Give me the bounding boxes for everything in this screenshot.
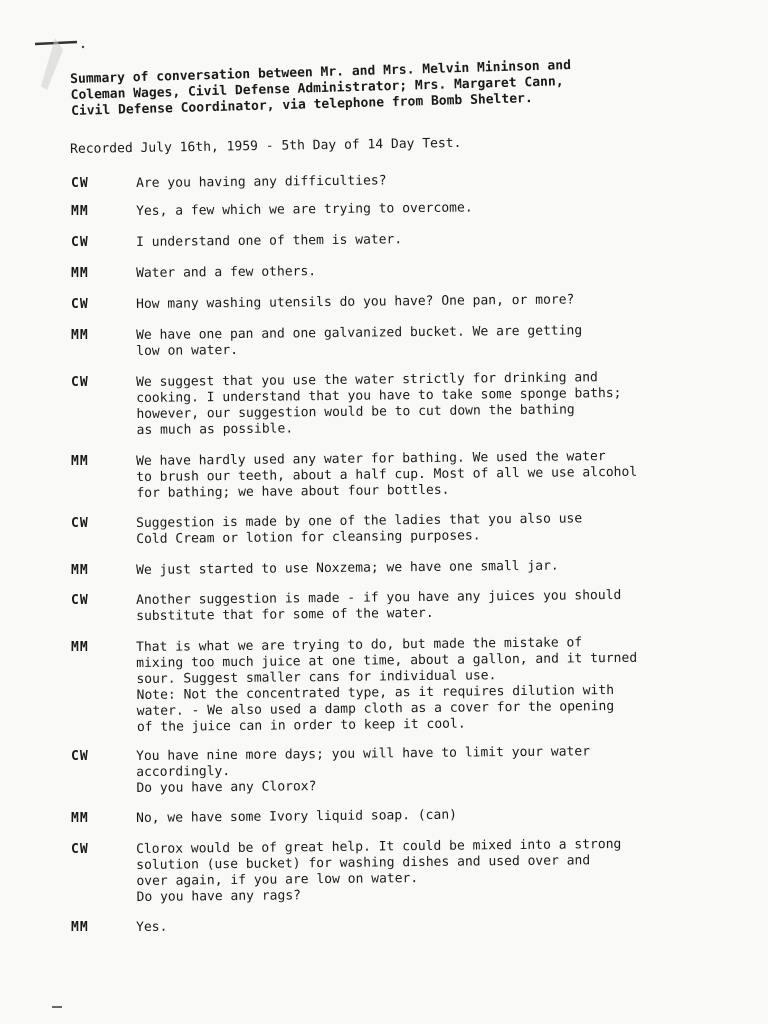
dialogue-text: We suggest that you use the water strictly for drinking and cooking. I understand that you have to take some sponge baths; however, our suggestion would be to cut down the bathing as much as possible. (136, 370, 622, 438)
dialogue-text: That is what we are trying to do, but made the mistake of mixing too much juice at one time, about a gallon, and it turned sour. Suggest smaller cans for individual use. Note: Not the concentrated type, as it requires dilution with water. - We also used a damp cloth as a cover for the opening of the juice can in order to keep it cool. (136, 635, 638, 735)
speaker-label: CW (71, 235, 89, 250)
recorded-line: Recorded July 16th, 1959 - 5th Day of 14 Day Test. (70, 135, 462, 157)
speaker-label: MM (71, 920, 89, 935)
speaker-label: MM (71, 640, 89, 655)
speaker-label: CW (71, 749, 89, 764)
dialogue-text: Another suggestion is made - if you have any juices you should substitute that for some of the water. (136, 587, 622, 624)
document-header: Summary of conversation between Mr. and Mrs. Melvin Mininson and Coleman Wages, Civil Defense Administrator; Mrs. Margaret Cann, Civil Defense Coordinator, via telephone from Bomb Shelter. (70, 58, 572, 119)
dialogue-text: We have one pan and one galvanized bucket. We are getting low on water. (136, 323, 583, 359)
speaker-label: MM (71, 454, 89, 469)
dialogue-text: Yes, a few which we are trying to overcome. (136, 200, 473, 219)
dialogue-text: We have hardly used any water for bathing. We used the water to brush our teeth, about a half cup. Most of all we use alcohol for bathing; we have about four bottles. (136, 449, 638, 501)
speaker-label: CW (71, 593, 89, 608)
margin-mark (52, 1006, 62, 1008)
dialogue-text: How many washing utensils do you have? One pan, or more? (136, 292, 575, 312)
speaker-label: CW (71, 176, 89, 191)
speaker-label: MM (71, 266, 89, 281)
speaker-label: MM (71, 811, 89, 826)
dialogue-text: Yes. (136, 919, 168, 935)
speaker-label: CW (71, 375, 89, 390)
speaker-label: CW (71, 516, 89, 531)
dialogue-text: Are you having any difficulties? (136, 173, 387, 191)
dialogue-text: Water and a few others. (136, 264, 317, 281)
dialogue-text: We just started to use Noxzema; we have one small jar. (136, 558, 559, 578)
dialogue-text: Clorox would be of great help. It could be mixed into a strong solution (use bucket) for washing dishes and used over and over again, if you are low on water. Do you have any rags? (136, 836, 622, 905)
dialogue-text: Suggestion is made by one of the ladies that you also use Cold Cream or lotion for cleansing purposes. (136, 511, 583, 547)
dialogue-text: You have nine more days; you will have to limit your water accordingly. Do you have any Clorox? (136, 744, 591, 796)
speaker-label: CW (71, 842, 89, 857)
dialogue-text: I understand one of them is water. (136, 232, 403, 250)
speaker-label: CW (71, 297, 89, 312)
speaker-label: MM (71, 204, 89, 219)
speaker-label: MM (71, 328, 89, 343)
dialogue-text: No, we have some Ivory liquid soap. (can) (136, 807, 458, 826)
speaker-label: MM (71, 563, 89, 578)
